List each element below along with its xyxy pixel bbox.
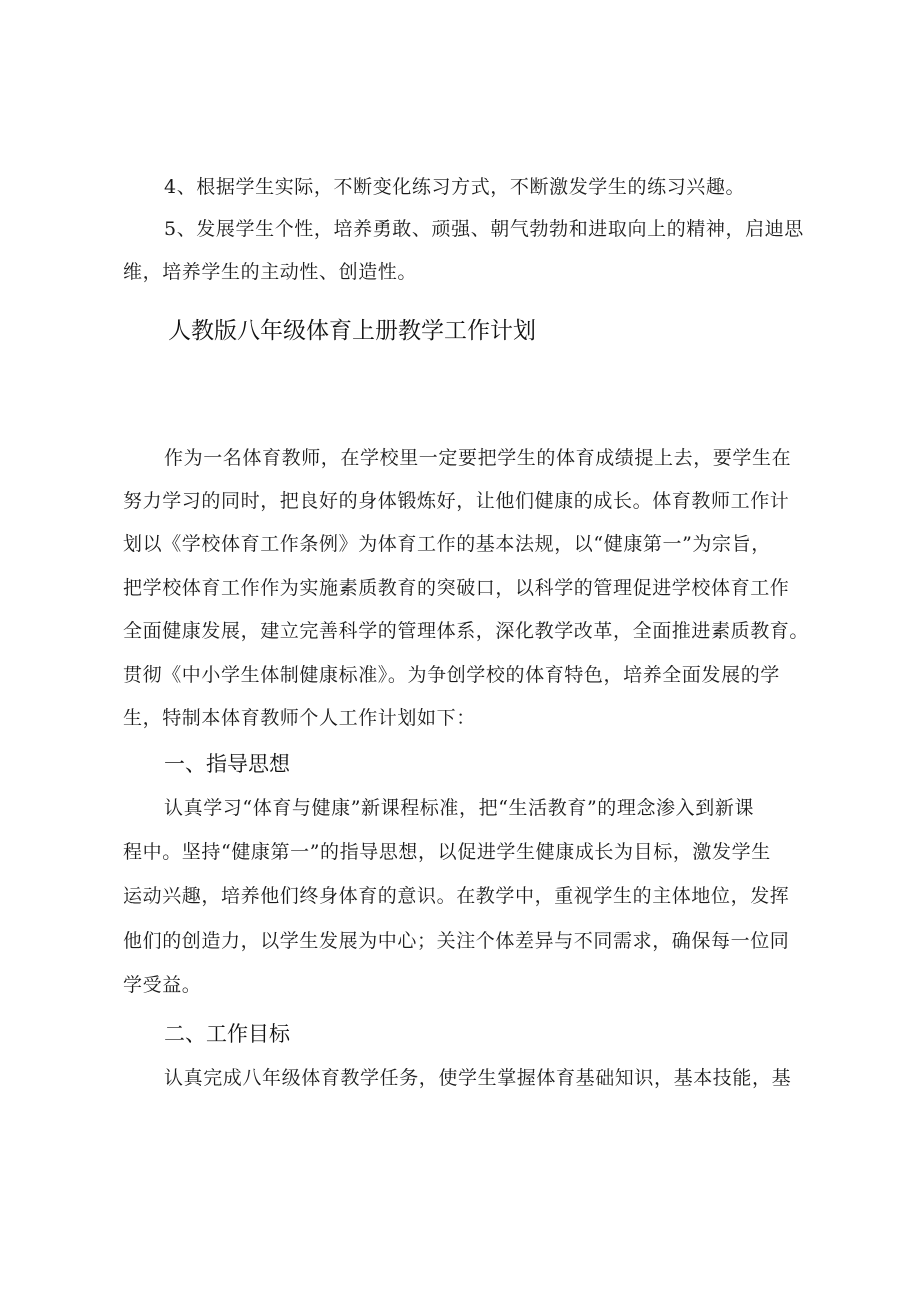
list-item-5: 5、发展学生个性，培养勇敢、顽强、朝气勃勃和进取向上的精神，启迪思 [164, 218, 804, 240]
section1-line-4: 他们的创造力，以学生发展为中心；关注个体差异与不同需求，确保每一位同 [123, 930, 790, 952]
section2-line-1: 认真完成八年级体育教学任务，使学生掌握体育基础知识，基本技能，基 [164, 1067, 792, 1089]
section1-line-1: 认真学习“体育与健康”新课程标准，把“生活教育”的理念渗入到新课 [164, 797, 755, 819]
section1-line-3: 运动兴趣，培养他们终身体育的意识。在教学中，重视学生的主体地位，发挥 [123, 885, 790, 907]
list-item-4: 4、根据学生实际，不断变化练习方式，不断激发学生的练习兴趣。 [164, 176, 746, 198]
intro-line-2: 努力学习的同时，把良好的身体锻炼好，让他们健康的成长。体育教师工作计 [123, 490, 790, 512]
intro-line-5: 全面健康发展，建立完善科学的管理体系，深化教学改革，全面推进素质教育。 [123, 620, 810, 642]
intro-line-3: 划以《学校体育工作条例》为体育工作的基本法规，以“健康第一”为宗旨， [123, 533, 771, 555]
section1-line-5: 学受益。 [123, 974, 202, 996]
section-heading-work-goals: 二、工作目标 [164, 1022, 290, 1046]
intro-line-4: 把学校体育工作作为实施素质教育的突破口，以科学的管理促进学校体育工作 [123, 577, 790, 599]
section-heading-guiding-thought: 一、指导思想 [164, 752, 290, 776]
list-item-5-continuation: 维，培养学生的主动性、创造性。 [123, 261, 418, 283]
intro-line-7: 生，特制本体育教师个人工作计划如下： [123, 707, 476, 729]
intro-line-6: 贯彻《中小学生体制健康标准》。为争创学校的体育特色，培养全面发展的学 [123, 664, 780, 686]
document-title: 人教版八年级体育上册教学工作计划 [168, 318, 536, 344]
intro-line-1: 作为一名体育教师，在学校里一定要把学生的体育成绩提上去，要学生在 [164, 447, 792, 469]
section1-line-2: 程中。坚持“健康第一”的指导思想，以促进学生健康成长为目标，激发学生 [123, 841, 771, 863]
